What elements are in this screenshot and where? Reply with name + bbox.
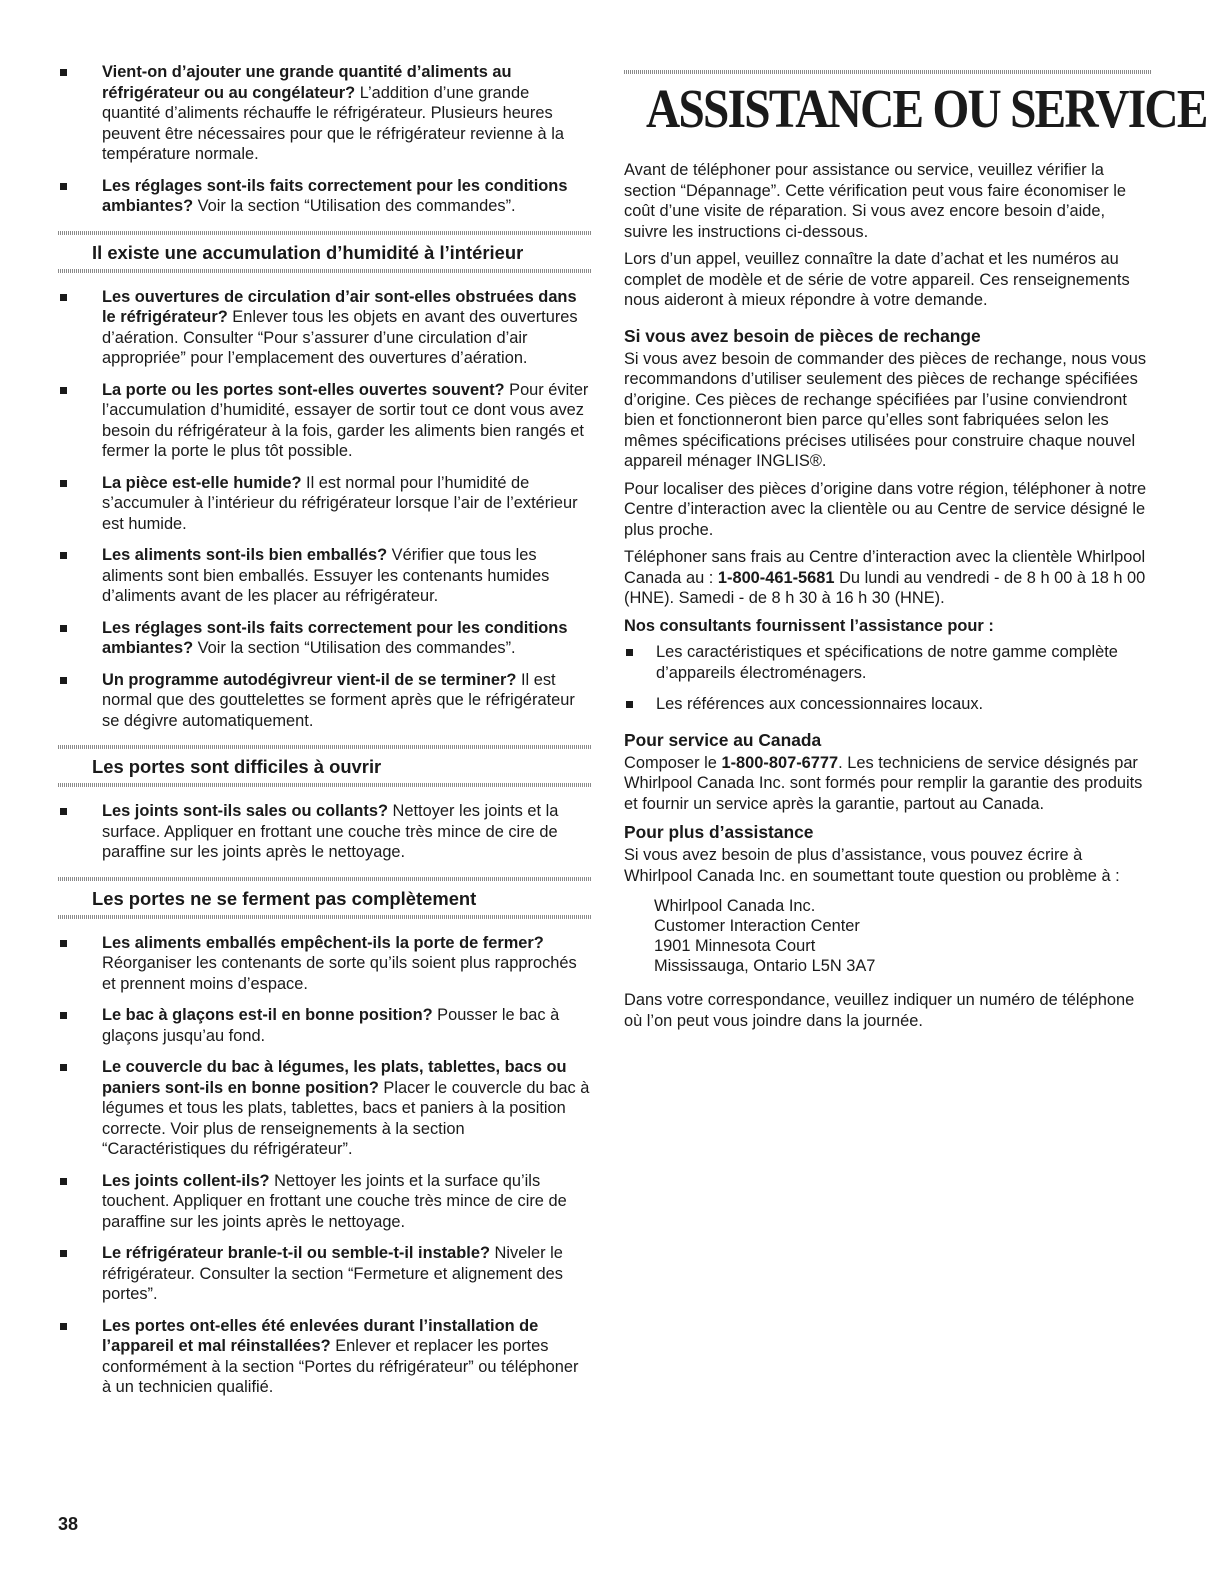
- address-line: 1901 Minnesota Court: [654, 937, 816, 955]
- troubleshoot-item: [58, 473, 592, 535]
- parts-paragraph: Si vous avez besoin de commander des pièces de rechange, nous vous recommandons d’utiliser seulement des pièces de rechange spécifiées d’origine. Ces pièces de rechange spécifiées par l’usine conviendront bien et fonctionneront bien parce qu’elles sont fabriquées selon les mêmes spécifications précises utilisées pour construire chaque nouvel appareil ménager INGLIS®.: [624, 349, 1147, 470]
- item-answer: Vérifier que tous les aliments sont bien emballés. Essuyer les contenants humides d’aliments avant de les placer au réfrigérateur.: [102, 546, 550, 605]
- left-column: [58, 62, 592, 1409]
- item-answer: Réorganiser les contenants de sorte qu’ils soient plus rapprochés et prennent moins d’espace.: [102, 954, 577, 993]
- troubleshoot-item: [58, 618, 592, 659]
- section-heading-doors-hard: Les portes sont difficiles à ouvrir: [92, 756, 382, 777]
- phone-number: 1-800-461-5681: [717, 568, 835, 587]
- troubleshoot-item: [58, 1243, 592, 1305]
- item-answer: Il est normal pour l’humidité de s’accumuler à l’intérieur du réfrigérateur lorsque l’air de l’extérieur est humide.: [102, 473, 578, 533]
- phone-paragraph: [624, 547, 1152, 609]
- list-item: Les caractéristiques et spécifications de notre gamme complète d’appareils électroménagers.: [624, 642, 1152, 683]
- troubleshoot-item: [58, 287, 592, 369]
- closing-paragraph: Dans votre correspondance, veuillez indiquer un numéro de téléphone où l’on peut vous joindre dans la journée.: [624, 991, 1135, 1030]
- item-answer: Voir la section “Utilisation des commandes”.: [193, 197, 516, 215]
- canada-service-heading: Pour service au Canada: [624, 729, 822, 750]
- item-question: Les portes ont-elles été enlevées durant l’installation de l’appareil et mal réinstallées?: [102, 1316, 539, 1355]
- item-answer: Pour éviter l’accumulation d’humidité, essayer de sortir tout ce dont vous avez besoin du réfrigérateur à la fois, garder les aliments bien rangés et fermer la porte le plus tôt possible.: [102, 380, 589, 460]
- troubleshoot-item: [58, 1005, 592, 1046]
- section-heading-doors-not-closing: Les portes ne se ferment pas complètement: [92, 887, 477, 909]
- item-answer: Enlever et replacer les portes conformément à la section “Portes du réfrigérateur” ou téléphoner à un technicien qualifié.: [102, 1337, 579, 1396]
- item-answer: Pousser le bac à glaçons jusqu’au fond.: [102, 1006, 560, 1045]
- section-divider: [58, 269, 592, 273]
- item-question: Le réfrigérateur branle-t-il ou semble-t-il instable?: [102, 1244, 490, 1262]
- item-question: Les réglages sont-ils faits correctement pour les conditions ambiantes?: [102, 176, 568, 215]
- intro-paragraph: Avant de téléphoner pour assistance ou service, veuillez vérifier la section “Dépannage”. Cette vérification peut vous faire économiser le coût d’une visite de réparation. Si vous avez encore besoin d’aide, suivre les instructions ci-dessous.: [624, 161, 1127, 241]
- address-line: Customer Interaction Center: [654, 917, 860, 935]
- consultants-heading: Nos consultants fournissent l’assistance pour :: [624, 616, 994, 635]
- parts-paragraph: Pour localiser des pièces d’origine dans votre région, téléphoner à notre Centre d’interaction avec la clientèle ou au Centre de service désigné le plus proche.: [624, 479, 1147, 539]
- item-answer: L’addition d’une grande quantité d’aliments réchauffe le réfrigérateur. Plusieurs heures peuvent être nécessaires pour que le réfrigérateur revienne à la température normale.: [102, 83, 564, 163]
- item-answer: Voir la section “Utilisation des commandes”.: [193, 639, 516, 657]
- item-answer: Nettoyer les joints et la surface. Appliquer en frottant une couche très mince de cire de paraffine sur les joints après le nettoyage.: [102, 802, 559, 861]
- item-question: Les aliments sont-ils bien emballés?: [102, 546, 388, 564]
- intro-paragraph: Lors d’un appel, veuillez connaître la date d’achat et les numéros au complet de modèle et de série de votre appareil. Ces renseignements nous aideront à mieux répondre à votre demande.: [624, 250, 1130, 309]
- canada-text: . Les techniciens de service désignés par Whirlpool Canada Inc. sont formés pour remplir la garantie des produits et fournir un service après la garantie, partout au Canada.: [624, 753, 1143, 813]
- section-divider: [58, 915, 592, 919]
- more-assistance-paragraph: Si vous avez besoin de plus d’assistance, vous pouvez écrire à Whirlpool Canada Inc. en soumettant toute question ou problème à :: [624, 846, 1120, 885]
- item-answer: Enlever tous les objets en avant des ouvertures d’aération. Consulter “Pour s’assurer d’une circulation d’air appropriée” pour l’emplacement des ouvertures d’aération.: [102, 308, 578, 367]
- troubleshoot-item: [58, 933, 592, 995]
- page-title: ASSISTANCE OU SERVICE: [646, 78, 1207, 139]
- list-item: Les références aux concessionnaires locaux.: [624, 694, 1152, 715]
- troubleshoot-item: [58, 1057, 592, 1160]
- item-question: Vient-on d’ajouter une grande quantité d’aliments au réfrigérateur ou au congélateur?: [102, 63, 512, 102]
- item-question: Les réglages sont-ils faits correctement pour les conditions ambiantes?: [102, 618, 568, 657]
- right-column: [624, 70, 1207, 1038]
- section-divider: [624, 70, 1152, 74]
- section-heading-humidity: Il existe une accumulation d’humidité à l’intérieur: [92, 241, 524, 263]
- troubleshoot-item: [58, 801, 592, 863]
- item-question: Les aliments emballés empêchent-ils la porte de fermer?: [102, 933, 544, 952]
- item-question: Un programme autodégivreur vient-il de se terminer?: [102, 670, 517, 689]
- troubleshoot-item: [58, 380, 592, 462]
- item-answer: Placer le couvercle du bac à légumes et tous les plats, tablettes, bacs et paniers à la position correcte. Voir plus de renseignements à la section “Caractéristiques du réfrigérateur”.: [102, 1078, 590, 1158]
- section-divider: [58, 783, 592, 787]
- mailing-address: [624, 896, 1152, 976]
- item-question: La pièce est-elle humide?: [102, 473, 302, 492]
- item-answer: Nettoyer les joints et la surface qu’ils touchent. Appliquer en frottant une couche très mince de cire de paraffine sur les joints après le nettoyage.: [102, 1171, 567, 1231]
- canada-text: Composer le: [624, 753, 722, 772]
- item-question: Les joints collent-ils?: [102, 1171, 270, 1190]
- canada-phone-number: 1-800-807-6777: [721, 753, 839, 772]
- item-question: Les ouvertures de circulation d’air sont-elles obstruées dans le réfrigérateur?: [102, 287, 577, 326]
- troubleshoot-item: [58, 1316, 592, 1398]
- troubleshoot-item: [58, 670, 592, 732]
- more-assistance-heading: Pour plus d’assistance: [624, 822, 814, 842]
- item-answer: Niveler le réfrigérateur. Consulter la section “Fermeture et alignement des portes”.: [102, 1244, 563, 1303]
- phone-hours: Du lundi au vendredi - de 8 h 00 à 18 h 00 (HNE). Samedi - de 8 h 30 à 16 h 30 (HNE).: [624, 568, 1146, 607]
- address-line: Mississauga, Ontario L5N 3A7: [654, 957, 876, 975]
- item-question: Le couvercle du bac à légumes, les plats, tablettes, bacs ou paniers sont-ils en bonne position?: [102, 1058, 567, 1097]
- troubleshoot-item: [58, 176, 592, 217]
- item-question: Les joints sont-ils sales ou collants?: [102, 802, 388, 820]
- item-question: La porte ou les portes sont-elles ouvertes souvent?: [102, 380, 505, 399]
- parts-heading: Si vous avez besoin de pièces de rechange: [624, 325, 981, 346]
- phone-text: Téléphoner sans frais au Centre d’interaction avec la clientèle Whirlpool Canada au :: [624, 548, 1146, 587]
- canada-service-paragraph: [624, 753, 1152, 815]
- item-question: Le bac à glaçons est-il en bonne position?: [102, 1006, 433, 1024]
- item-answer: Il est normal que des gouttelettes se forment après que le réfrigérateur se dégivre automatiquement.: [102, 670, 575, 730]
- page-number: 38: [58, 1514, 79, 1534]
- troubleshoot-item: [58, 1171, 592, 1233]
- address-line: Whirlpool Canada Inc.: [654, 897, 816, 915]
- troubleshoot-item: [58, 62, 592, 165]
- troubleshoot-item: [58, 545, 592, 607]
